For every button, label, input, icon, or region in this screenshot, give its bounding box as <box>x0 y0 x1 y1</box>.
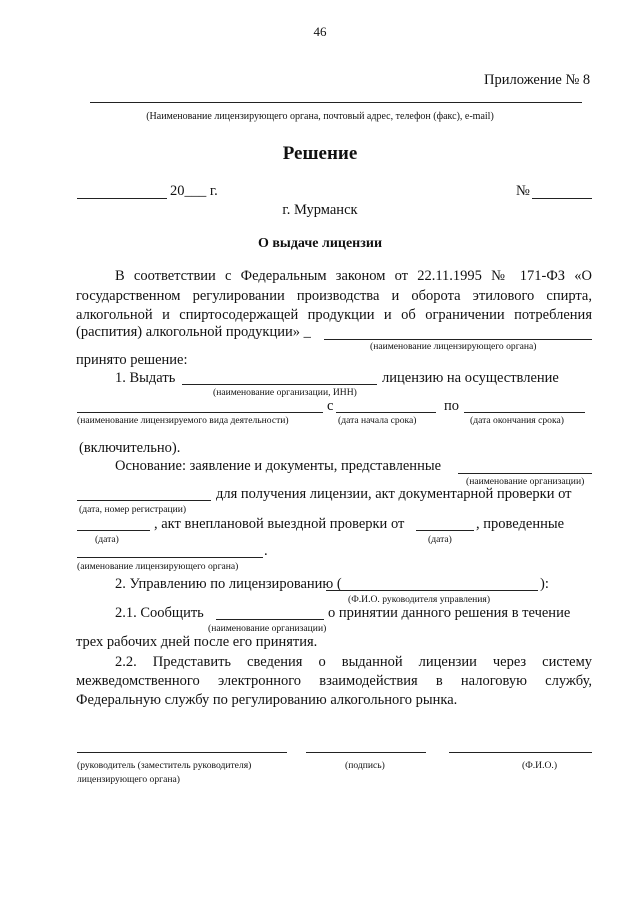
signature-sign-line <box>306 752 426 753</box>
head-name-line <box>326 590 538 591</box>
item22-line-3: Федеральную службу по регулированию алкогольного рынка. <box>76 692 458 708</box>
page-number: 46 <box>313 24 327 39</box>
caption-date-2: (дата) <box>428 534 452 545</box>
header-caption: (Наименование лицензирующего органа, почтовый адрес, телефон (факс), e-mail) <box>146 111 494 122</box>
item21-org-line <box>216 619 324 620</box>
number-line <box>532 198 592 199</box>
from-label: с <box>327 398 334 414</box>
date-reg-line <box>77 500 211 501</box>
to-label: по <box>444 398 460 414</box>
city: г. Мурманск <box>282 202 358 218</box>
basis-text-2: для получения лицензии, акт документарной проверки от <box>216 486 572 502</box>
appendix-label: Приложение № 8 <box>484 72 591 88</box>
org-short-period: . <box>264 543 268 559</box>
basis-text: Основание: заявление и документы, представленные <box>115 458 442 474</box>
caption-head: (Ф.И.О. руководителя управления) <box>348 594 491 605</box>
basis-org-line <box>458 473 592 474</box>
date-line <box>77 198 167 199</box>
item1-suffix: лицензию на осуществление <box>382 370 559 386</box>
caption-date-reg: (дата, номер регистрации) <box>79 504 187 515</box>
licensing-org-line <box>324 339 592 340</box>
item1-prefix: 1. Выдать <box>115 370 176 386</box>
date-line-1 <box>77 530 150 531</box>
item21-suffix: о принятии данного решения в течение <box>328 605 571 621</box>
item21-line-2: трех рабочих дней после его принятия. <box>76 634 318 650</box>
caption-signature-sign: (подпись) <box>345 760 385 771</box>
caption-licensing-org: (наименование лицензирующего органа) <box>370 341 537 352</box>
caption-date-1: (дата) <box>95 534 119 545</box>
paragraph-line-2: государственном регулировании производства и оборота этилового спирта, <box>76 288 592 304</box>
decision-made: принято решение: <box>76 352 188 368</box>
signature-head-line <box>77 752 287 753</box>
caption-signature-fio: (Ф.И.О.) <box>522 760 558 771</box>
caption-org-short: (аименование лицензирующего органа) <box>77 561 239 572</box>
inclusive-text: (включительно). <box>79 440 181 456</box>
caption-basis-org: (наименование организации) <box>466 476 585 487</box>
date-line-2 <box>416 530 474 531</box>
paragraph-line-4: (распития) алкогольной продукции» _ <box>76 324 311 340</box>
caption-org-inn: (наименование организации, ИНН) <box>213 387 357 398</box>
number-label: № <box>516 183 530 199</box>
document-title: Решение <box>282 143 358 164</box>
end-date-line <box>464 412 585 413</box>
subject-heading: О выдаче лицензии <box>257 236 383 251</box>
caption-start-date: (дата начала срока) <box>338 415 417 426</box>
paragraph-line-1: В соответствии с Федеральным законом от 22.11.1995 № 171-ФЗ «О <box>115 268 592 284</box>
caption-signature-head-2: лицензирующего органа) <box>77 774 180 785</box>
signature-fio-line <box>449 752 592 753</box>
basis-text-3b: , проведенные <box>476 516 565 532</box>
start-date-line <box>336 412 436 413</box>
header-line <box>90 102 582 103</box>
paragraph-line-3: алкогольной и спиртосодержащей продукции и об ограничении потребления <box>76 307 592 323</box>
caption-signature-head-1: (руководитель (заместитель руководителя) <box>77 760 252 771</box>
date-year: 20___ г. <box>170 183 218 199</box>
org-short-line <box>77 557 263 558</box>
item2-text: 2. Управлению по лицензированию ( <box>115 576 342 592</box>
basis-text-3a: , акт внеплановой выездной проверки от <box>154 516 405 532</box>
item2-close: ): <box>540 576 549 592</box>
caption-activity: (наименование лицензируемого вида деятельности) <box>77 415 289 426</box>
org-inn-line <box>182 384 377 385</box>
caption-item21-org: (наименование организации) <box>208 623 327 634</box>
item22-line-2: межведомственного электронного взаимодействия в налоговую службу, <box>76 673 592 689</box>
caption-end-date: (дата окончания срока) <box>470 415 564 426</box>
activity-line <box>77 412 323 413</box>
item21-prefix: 2.1. Сообщить <box>115 605 204 621</box>
item22-line-1: 2.2. Представить сведения о выданной лицензии через систему <box>115 654 592 670</box>
